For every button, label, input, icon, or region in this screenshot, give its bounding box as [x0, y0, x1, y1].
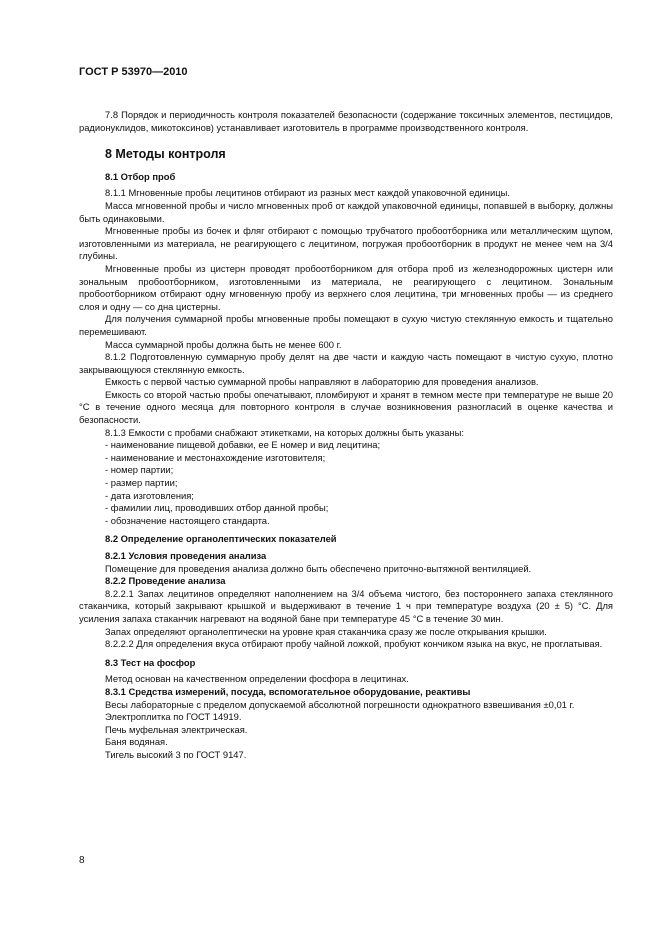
paragraph: Мгновенные пробы из бочек и фляг отбирают с помощью трубчатого пробоотборника или металлическим щупом, изготовленными из материала, не реагирующего с лецитином, погружая пробоотборник в продукт не менее чем на 3/4 глубины.	[79, 225, 613, 262]
paragraph: 8.1.3 Емкости с пробами снабжают этикетками, на которых должны быть указаны:	[105, 426, 464, 438]
subsubsection-heading-8-2-1: 8.2.1 Условия проведения анализа	[105, 550, 267, 561]
document-header: ГОСТ Р 53970—2010	[79, 66, 188, 78]
paragraph: Тигель высокий 3 по ГОСТ 9147.	[105, 748, 247, 760]
paragraph: Для получения суммарной пробы мгновенные пробы помещают в сухую чистую стеклянную емкость и тщательно перемешивают.	[79, 313, 613, 337]
subsection-heading-8-3: 8.3 Тест на фосфор	[105, 656, 196, 668]
paragraph: Емкость с первой частью суммарной пробы направляют в лабораторию для проведения анализов.	[105, 376, 539, 388]
paragraph: Масса суммарной пробы должна быть не менее 600 г.	[105, 338, 342, 350]
paragraph: Емкость со второй частью пробы опечатывают, пломбируют и хранят в темном месте при температуре не выше 20 °С в течение одного месяца для повторного контроля в случае возникновения разногласий в оценке качества и безопасности.	[79, 388, 613, 426]
list-item: - фамилии лиц, проводивших отбор данной пробы;	[105, 502, 329, 514]
paragraph: Мгновенные пробы из цистерн проводят пробоотборником для отбора проб из железнодорожных цистерн или зональным пробоотборником, изготовленными из материала, не реагирующего с лецитином. Зональным пробоотборником отбирают одну мгновенную пробу из верхнего слоя лецитина, три мгновенных пробы — из среднего слоя и одну — со дна цистерны.	[79, 262, 613, 312]
paragraph: 8.2.2.2 Для определения вкуса отбирают пробу чайной ложкой, пробуют кончиком языка на вкус, не проглатывая.	[105, 638, 603, 650]
paragraph: Масса мгновенной пробы и число мгновенных проб от каждой упаковочной единицы, попавшей в выборку, должны быть одинаковыми.	[79, 199, 613, 224]
paragraph: Помещение для проведения анализа должно быть обеспечено приточно-вытяжной вентиляцией.	[105, 562, 532, 574]
paragraph: Запах определяют органолептически на уровне края стаканчика сразу же после открывания крышки.	[105, 625, 547, 637]
list-item: - дата изготовления;	[105, 489, 194, 501]
list-item: - номер партии;	[105, 464, 174, 476]
paragraph: Баня водяная.	[105, 736, 168, 748]
paragraph: 8.1.2 Подготовленную суммарную пробу делят на две части и каждую часть помещают в чистую сухую, плотно закрывающуюся стеклянную емкость.	[79, 351, 613, 375]
paragraph: Метод основан на качественном определении фосфора в лецитинах.	[105, 673, 409, 685]
paragraph: Весы лабораторные с пределом допускаемой абсолютной погрешности однократного взвешивания ±0,01 г.	[105, 698, 575, 710]
list-item: - наименование пищевой добавки, ее Е номер и вид лецитина;	[105, 439, 381, 451]
subsection-heading-8-1: 8.1 Отбор проб	[105, 170, 176, 182]
list-item: - обозначение настоящего стандарта.	[105, 514, 270, 526]
list-item: - размер партии;	[105, 477, 178, 489]
list-item: - наименование и местонахождение изготовителя;	[105, 451, 326, 463]
subsubsection-heading-8-3-1: 8.3.1 Средства измерений, посуда, вспомогательное оборудование, реактивы	[105, 685, 471, 697]
paragraph: 8.2.2.1 Запах лецитинов определяют наполнением на 3/4 объема чистого, без постороннего запаха стеклянного стаканчика, который закрывают крышкой и выдерживают в течение 1 ч при температуре воздуха (20 ± 5) °С. Для усиления запаха стаканчик нагревают на водяной бане при температуре 45 °С в течение 30 мин.	[79, 587, 613, 624]
subsection-heading-8-2: 8.2 Определение органолептических показателей	[105, 533, 337, 545]
page-number: 8	[79, 855, 85, 866]
paragraph: 8.1.1 Мгновенные пробы лецитинов отбирают из разных мест каждой упаковочной единицы.	[105, 187, 510, 199]
paragraph-7-8: 7.8 Порядок и периодичность контроля показателей безопасности (содержание токсичных элементов, пестицидов, радионуклидов, микотоксинов) устанавливает изготовитель в программе производственного контроля.	[79, 109, 613, 133]
section-heading-8: 8 Методы контроля	[105, 147, 226, 162]
subsubsection-heading-8-2-2: 8.2.2 Проведение анализа	[105, 575, 226, 587]
paragraph: Электроплитка по ГОСТ 14919.	[105, 711, 242, 723]
document-body	[79, 95, 613, 762]
paragraph: Печь муфельная электрическая.	[105, 723, 248, 735]
